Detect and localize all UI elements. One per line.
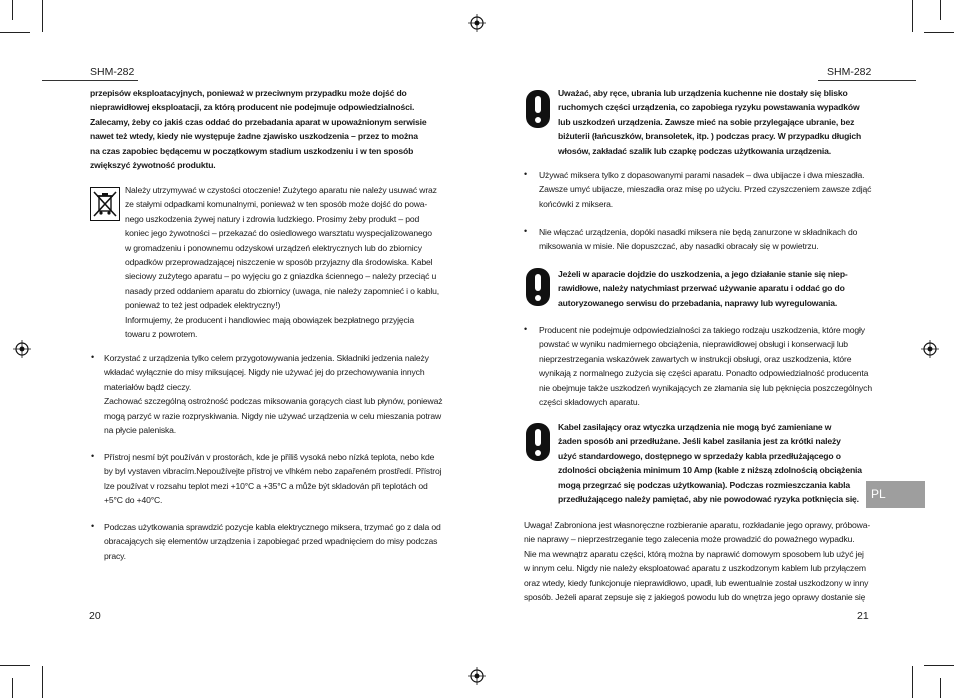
intro-paragraph: przepisów eksploatacyjnych, ponieważ w przeciwnym przypadku może dojść do nieprawidłowej eksploatacji, za którą producent nie podejmuje odpowiedzialności. Zalecamy, żeby co jakiś czas oddać do przebadania aparat w upoważnionym serwisie nawet też wtedy, kiedy nie występuje żadne zjawisko uszkodzenia – przez to można na czas zapobiec będącemu w początkowym stadium uszkodzeniu i w ten sposób zwiększyć żywotność produktu. xyxy=(90,88,427,171)
crop-mark xyxy=(42,666,43,698)
bullet-paragraph: Producent nie podejmuje odpowiedzialności za takiego rodzaju uszkodzenia, które mogły powstać w wyniku nadmiernego obciążenia, nieprawidłowej obsługi i konserwacji lub nieprzestrzegania wskazówek zawartych w instrukcji obsługi, oraz uszkodzenia, które wynikają z normalnego zużycia się części aparatu. Ponadto odpowiedzialność producenta nie obejmuje także uszkodzeń wynikających ze złamania się lub pęknięcia poszczególnych części składowych aparatu. xyxy=(539,325,872,408)
bullet-paragraph: Nie włączać urządzenia, dopóki nasadki miksera nie będą zanurzone w składnikach do miksowania w misie. Nie dopuszczać, aby nasadki obracały się w powietrzu. xyxy=(539,227,858,252)
crop-mark xyxy=(0,32,30,33)
crop-mark xyxy=(924,665,954,666)
language-tab-pl: PL xyxy=(866,481,925,508)
crop-mark xyxy=(924,32,954,33)
crop-mark xyxy=(940,678,941,698)
bullet-marker: • xyxy=(524,169,528,179)
bullet-paragraph: Podczas użytkowania sprawdzić pozycje kabla elektrycznego miksera, trzymać go z dala od obracających się elementów urządzenia i zapobiegać przed wpadnięciem do misy podczas pracy. xyxy=(104,522,441,561)
warning-paragraph: Jeżeli w aparacie dojdzie do uszkodzenia, a jego działanie stanie się niep- rawidłowe, należy natychmiast przerwać używanie aparatu i oddać go do autoryzowanego serwisu do przebadania, naprawy lub wyregulowania. xyxy=(558,269,848,308)
page-number-right: 21 xyxy=(857,610,869,622)
header-rule-right xyxy=(818,80,916,81)
crop-mark xyxy=(12,0,13,20)
bullet-marker: • xyxy=(91,521,95,531)
closing-paragraph: Uwaga! Zabroniona jest własnoręczne rozbieranie aparatu, rozkładanie jego oprawy, próbowa- nie naprawy – nieprzestrzeganie tego zalecenia może prowadzić do poważnego wypadku. Nie ma wewnątrz aparatu części, którą można by naprawić domowym sposobem lub użyć jej w innym celu. Nigdy nie należy eksploatować aparatu z uszkodzonym kablem lub przyłączem oraz wtedy, kiedy funkcjonuje nieprawidłowo, upadł, lub ewentualnie został uszkodzony w inny sposób. Jeżeli aparat zepsuje się z jakiegoś powodu lub do wnętrza jego oprawy dostanie się xyxy=(524,520,871,603)
bullet-paragraph: Używać miksera tylko z dopasowanymi parami nasadek – dwa ubijacze i dwa mieszadła. Zawsze umyć ubijacze, mieszadła oraz misę po użyciu. Przed czyszczeniem zawsze zdjąć końcówki z miksera. xyxy=(539,170,872,209)
crop-mark xyxy=(912,666,913,698)
warning-exclamation-icon xyxy=(526,90,550,128)
crop-mark xyxy=(12,678,13,698)
bullet-paragraph: Korzystać z urządzenia tylko celem przygotowywania jedzenia. Składniki jedzenia należy wkładać wyłącznie do misy miksującej. Nigdy nie używać jej do przechowywania innych materiałów bądź cieczy. Zachować szczególną ostrożność podczas miksowania gorących ciast lub płynów, ponieważ mogą parzyć w razie rozpryskiwania. Nigdy nie używać urządzenia w celu mieszania potraw na płycie paleniska. xyxy=(104,353,443,436)
crop-mark xyxy=(42,0,43,32)
bullet-marker: • xyxy=(91,352,95,362)
model-label-right: SHM-282 xyxy=(827,66,872,78)
warning-paragraph: Uważać, aby ręce, ubrania lub urządzenia kuchenne nie dostały się blisko ruchomych części urządzenia, co zapobiega ryzyku powstawania wypadków lub uszkodzeń urządzenia. Zawsze mieć na sobie przylegające ubranie, bez biżuterii (łańcuszków, bransoletek, itp. ) podczas pracy. W przypadku długich włosów, zakładać szalik lub czapkę podczas użytkowania urządzenia. xyxy=(558,88,862,156)
crossed-bin-recycling-icon xyxy=(90,187,120,221)
registration-target-icon xyxy=(468,667,486,685)
warning-paragraph: Kabel zasilający oraz wtyczka urządzenia nie mogą być zamieniane w żaden sposób ani przedłużane. Jeśli kabel zasilania jest za krótki należy użyć standardowego, dostępnego w sprzedaży kabla przedłużającego o zdolności obciążenia minimum 10 Amp (kable z niższą zdolnością obciążenia mogą przegrzać się podczas użytkowania). Podczas rozmieszczania kabla przedłużającego należy pamiętać, aby nie powodować ryzyka potknięcia się. xyxy=(558,422,862,505)
crop-mark xyxy=(912,0,913,32)
registration-target-icon xyxy=(468,14,486,32)
warning-exclamation-icon xyxy=(526,423,550,461)
bullet-marker: • xyxy=(524,226,528,236)
header-rule-left xyxy=(42,80,138,81)
warning-exclamation-icon xyxy=(526,268,550,306)
recycling-paragraph: Należy utrzymywać w czystości otoczenie! Zużytego aparatu nie należy usuwać wraz ze stałymi odpadkami komunalnymi, ponieważ w ten sposób może dojść do powa- nego uszkodzenia żywej natury i zdrowia ludzkiego. Prosimy żeby produkt – pod koniec jego żywotności – przekazać do osiedlowego warsztatu wyspecjalizowanego w gromadzeniu i ponownemu odzyskowi urządzeń elektrycznych lub do zbiornicy odpadków przeprowadzającej niszczenie w sposób przyjazny dla środowiska. Kabel sieciowy zużytego aparatu – po wyjęciu go z gniazdka ściennego – należy przeciąć u nasady przed oddaniem aparatu do zbiornicy (uwaga, nie należy zapomnieć i o kablu, ponieważ to też jest odpadek elektryczny!) Informujemy, że producent i handlowiec mają obowiązek bezpłatnego przyjęcia towaru z powrotem. xyxy=(125,185,439,340)
registration-target-icon xyxy=(13,340,31,358)
model-label-left: SHM-282 xyxy=(90,66,135,78)
crop-mark xyxy=(0,665,30,666)
registration-target-icon xyxy=(921,340,939,358)
crop-mark xyxy=(940,0,941,20)
page-number-left: 20 xyxy=(89,610,101,622)
bullet-marker: • xyxy=(524,324,528,334)
bullet-paragraph: Přístroj nesmí být používán v prostorách, kde je příliš vysoká nebo nízká teplota, nebo kde by byl vystaven vibracím.Nepoužívejte přístroj ve vlhkém nebo zapařeném prostředí. Přístroj lze používat v rozsahu teplot mezi +10°C a +35°C a může být skladován při teplotách od +5°C do +40°C. xyxy=(104,452,442,506)
bullet-marker: • xyxy=(91,451,95,461)
